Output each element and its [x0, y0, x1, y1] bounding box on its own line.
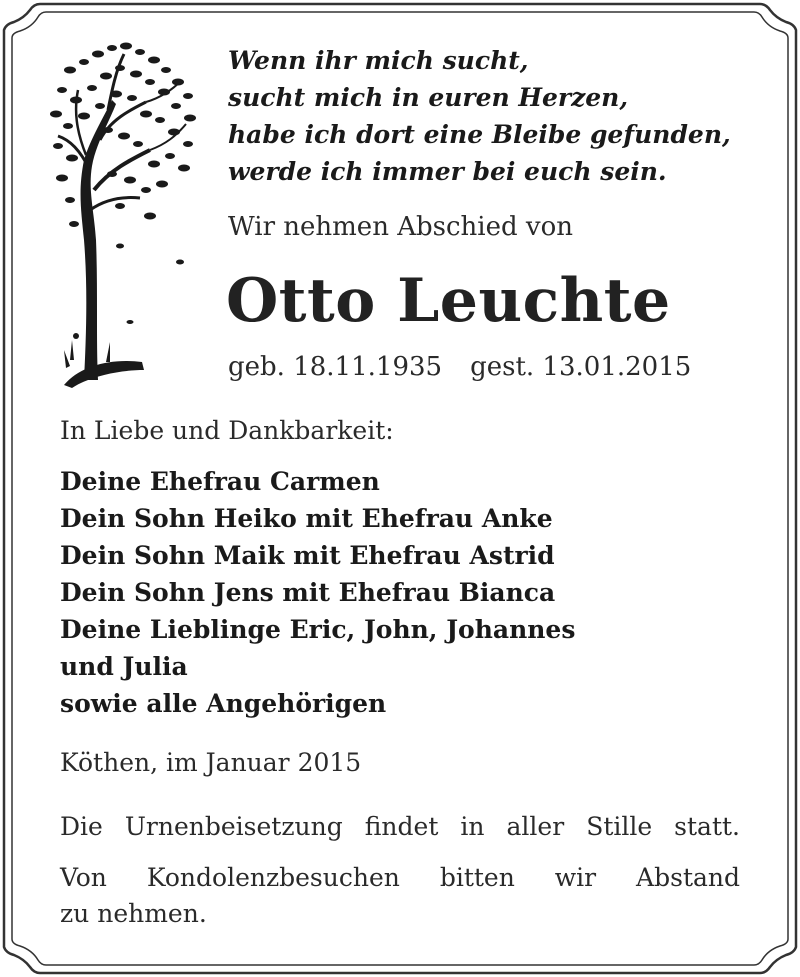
deceased-name: Otto Leuchte [226, 266, 671, 336]
poem-line: Wenn ihr mich sucht, [228, 46, 529, 75]
thanks-line: In Liebe und Dankbarkeit: [60, 416, 394, 445]
place-date: Köthen, im Januar 2015 [60, 748, 362, 777]
mourner-line: Dein Sohn Heiko mit Ehefrau Anke [60, 504, 553, 533]
mourner-line: Deine Ehefrau Carmen [60, 467, 380, 496]
mourner-line: Dein Sohn Maik mit Ehefrau Astrid [60, 541, 555, 570]
poem-line: habe ich dort eine Bleibe gefunden, [228, 120, 731, 149]
burial-notice: Die Urnenbeisetzung findet in aller Stille statt. [60, 812, 740, 841]
poem-line: sucht mich in euren Herzen, [228, 83, 629, 112]
condolence-line: Von Kondolenzbesuchen bitten wir Abstand [60, 863, 740, 892]
poem [228, 42, 768, 190]
mourner-line: und Julia [60, 652, 188, 681]
birth-date: geb. 18.11.1935 [228, 352, 443, 382]
condolence-notice [60, 860, 740, 932]
farewell-intro: Wir nehmen Abschied von [228, 212, 573, 242]
mourner-line: Dein Sohn Jens mit Ehefrau Bianca [60, 578, 556, 607]
life-dates [228, 352, 691, 382]
mourners-list [60, 463, 575, 722]
death-date: gest. 13.01.2015 [470, 352, 692, 382]
mourner-line: sowie alle Angehörigen [60, 689, 387, 718]
mourner-line: Deine Lieblinge Eric, John, Johannes [60, 615, 576, 644]
condolence-line: zu nehmen. [60, 899, 207, 928]
poem-line: werde ich immer bei euch sein. [228, 157, 667, 186]
tree-illustration [50, 40, 200, 390]
